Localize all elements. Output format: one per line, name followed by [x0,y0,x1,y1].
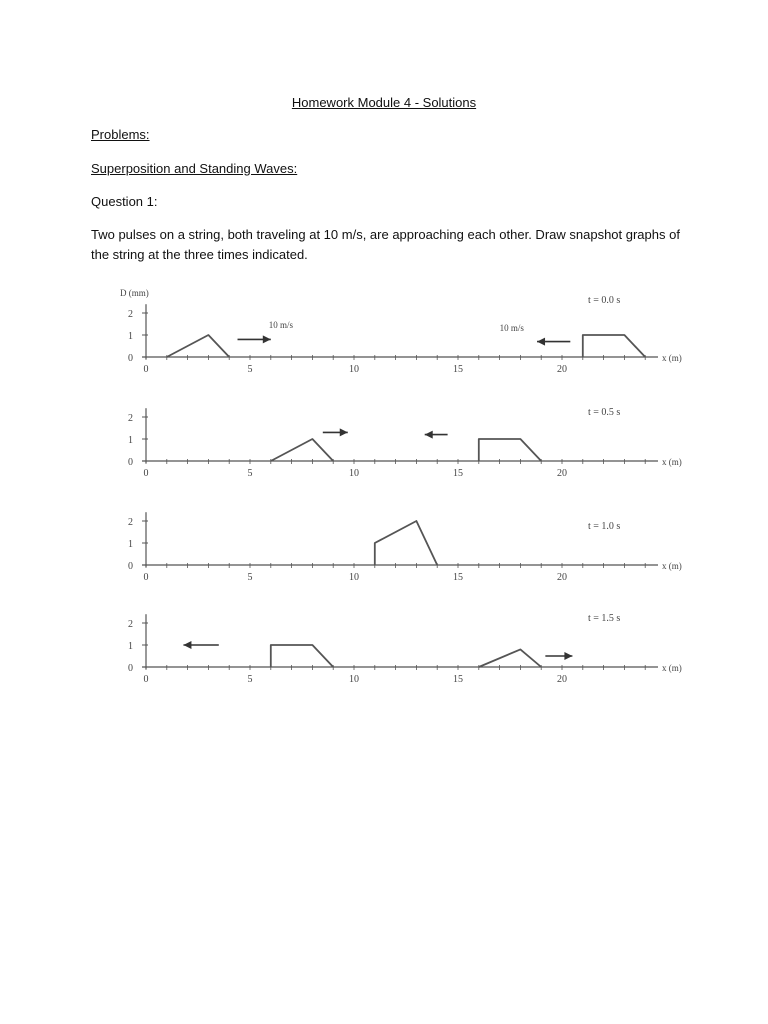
x-tick-label: 20 [557,572,567,583]
x-tick-label: 5 [247,674,253,685]
question-heading: Question 1: [91,194,158,209]
x-tick-label: 0 [143,572,149,583]
document-title: Homework Module 4 - Solutions [291,95,477,110]
time-label: t = 0.0 s [588,294,621,306]
y-tick-label: 0 [128,457,133,468]
x-tick-label: 10 [349,364,359,375]
x-tick-label: 0 [143,674,149,685]
y-tick-label: 2 [128,413,133,424]
pulse-shape [167,335,229,357]
x-tick-label: 20 [557,364,567,375]
x-tick-label: 20 [557,674,567,685]
pulse-shape [583,335,645,357]
x-tick-label: 10 [349,674,359,685]
pulse-shape [271,439,333,461]
velocity-arrowhead [263,335,271,343]
x-tick-label: 15 [453,364,463,375]
section-heading: Superposition and Standing Waves: [91,161,298,176]
speed-label-right: 10 m/s [268,319,293,330]
velocity-arrowhead [425,431,433,439]
problems-heading: Problems: [91,127,150,142]
pulse-snapshot-figure [0,280,768,700]
x-tick-label: 5 [247,468,253,479]
x-axis-label: x (m) [662,561,682,571]
velocity-arrowhead [564,652,572,660]
x-axis-label: x (m) [662,457,682,467]
y-tick-label: 0 [128,663,133,674]
pulse-shape [375,521,437,565]
velocity-arrowhead [183,641,191,649]
x-tick-label: 5 [247,572,253,583]
time-label: t = 0.5 s [588,406,621,418]
pulse-shape [479,649,541,667]
time-label: t = 1.5 s [588,612,621,624]
y-tick-label: 1 [128,331,133,342]
y-tick-label: 0 [128,561,133,572]
x-tick-label: 0 [143,364,149,375]
question-text: Two pulses on a string, both traveling at 10 m/s, are approaching each other. Draw snapshot graphs of the string at the three times indicated. [91,227,680,262]
y-tick-label: 0 [128,353,133,364]
y-tick-label: 1 [128,435,133,446]
velocity-arrowhead [537,338,545,346]
y-tick-label: 2 [128,619,133,630]
y-tick-label: 2 [128,517,133,528]
x-tick-label: 5 [247,364,253,375]
y-tick-label: 2 [128,309,133,320]
x-tick-label: 10 [349,572,359,583]
x-tick-label: 15 [453,468,463,479]
x-tick-label: 0 [143,468,149,479]
pulse-shape [479,439,541,461]
y-axis-label: D (mm) [120,288,149,299]
y-tick-label: 1 [128,539,133,550]
x-tick-label: 20 [557,468,567,479]
x-tick-label: 15 [453,674,463,685]
x-tick-label: 15 [453,572,463,583]
speed-label-left: 10 m/s [499,322,524,333]
velocity-arrowhead [340,428,348,436]
x-tick-label: 10 [349,468,359,479]
x-axis-label: x (m) [662,663,682,673]
time-label: t = 1.0 s [588,520,621,532]
y-tick-label: 1 [128,641,133,652]
pulse-shape [271,645,333,667]
x-axis-label: x (m) [662,353,682,363]
